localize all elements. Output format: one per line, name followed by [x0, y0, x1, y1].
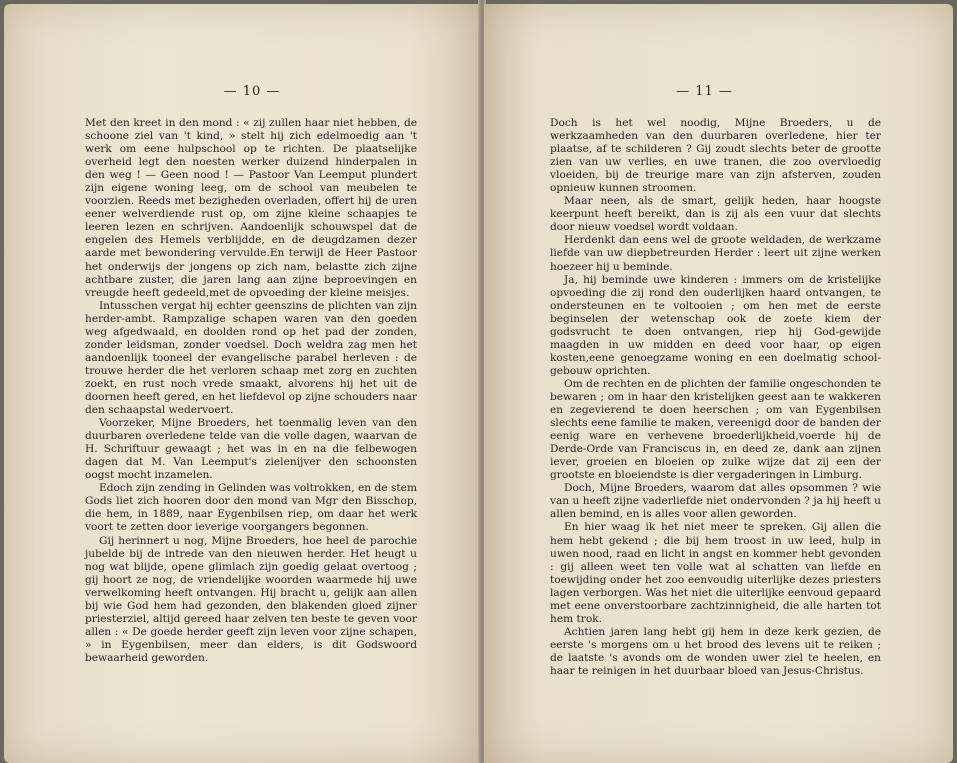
- left-page-text: [85, 117, 417, 665]
- paragraph: Gij herinnert u nog, Mijne Broeders, hoe heel de parochie jubelde bij de intrede van den nieuwen herder. Het heugt u nog wat blijde, opene glimlach zijn goedig gelaat overtoog ; gij hoort ze nog, de vriendelijke woorden waarmede hij uwe verwelkoming heeft ontvangen. Hij bracht u, gelijk aan allen bij wie God hem had gezonden, den blakenden gloed zijner priesterziel, altijd gereed haar zelven ten beste te geven voor allen : « De goede herder geeft zijn leven voor zijne schapen, » in Eygenbilsen, meer dan elders, is dit Godswoord bewaarheid geworden.: [85, 534, 417, 664]
- paragraph: Intusschen vergat hij echter geenszins de plichten van zijn herder-ambt. Rampzalige schapen waren van den goeden weg afgedwaald, en doolden rond op het pad der zonden, zonder leidsman, zonder voedsel. Doch weldra zag men het aandoenlijk tooneel der evangelische parabel herleven : de trouwe herder die het verloren schaap met zorg en zuchten zoekt, en rust noch vrede smaakt, alvorens hij het uit de doornen heeft gered, en het liefdevol op zijne schouders naar den schaapstal wedervoert.: [85, 299, 417, 417]
- paragraph: Doch, Mijne Broeders, waarom dat alles opsommen ? wie van u heeft zijne vaderliefde niet ondervonden ? ja hij heeft u allen bemind, en is alles voor allen geworden.: [550, 482, 881, 521]
- paragraph: Ja, hij beminde uwe kinderen : immers om de kristelijke opvoeding die zij rond den ouderlijken haard ontvangen, te ondersteunen en te voltooien ; om hen met de eerste beginselen der wetenschap ook de zoete kiem der godsvrucht te doen ontvangen, riep hij God-gewijde maagden in uw midden en deed voor haar, op eigen kosten,eene genoegzame woning en een doelmatig school-gebouw oprichten.: [550, 273, 881, 377]
- page-number-10: — 10 —: [223, 84, 281, 99]
- paragraph: Achtien jaren lang hebt gij hem in deze kerk gezien, de eerste 's morgens om u het brood des levens uit te reiken ; de laatste 's avonds om de wonden uwer ziel te heelen, en haar te reinigen in het duurbaar bloed van Jesus-Christus.: [550, 625, 881, 677]
- paragraph: Herdenkt dan eens wel de groote weldaden, de werkzame liefde van uw diepbetreurden Herder : leert uit zijne werken hoezeer hij u beminde.: [550, 234, 881, 273]
- paragraph: Maar neen, als de smart, gelijk heden, haar hoogste keerpunt heeft bereikt, dan is zij als een vuur dat slechts door nieuw voedsel wordt voldaan.: [550, 195, 881, 234]
- paragraph: Edoch zijn zending in Gelinden was voltrokken, en de stem Gods liet zich hooren door den mond van Mgr den Bisschop, die hem, in 1889, naar Eygenbilsen riep, om daar het werk voort te zetten door ieverige voorgangers begonnen.: [85, 482, 417, 534]
- right-page: [484, 4, 953, 763]
- paragraph: Om de rechten en de plichten der familie ongeschonden te bewaren ; om in haar den kristelijken geest aan te wakkeren en zegevierend te doen heerschen ; om van Eygenbilsen slechts eene familie te maken, vereenigd door de banden der eenig ware en verhevene broederlijkheid,voerde hij de Derde-Orde van Franciscus in, en deed ze, dank aan zijnen iever, groeien en bloeien op zulke wijze dat zij een der grootste en bloeiendste is dier vergaderingen in Limburg.: [550, 377, 881, 482]
- page-number-11: — 11 —: [676, 84, 733, 99]
- paragraph: Met den kreet in den mond : « zij zullen haar niet hebben, de schoone ziel van 't kind, » stelt hij zich edelmoedig aan 't werk om eene hulpschool op te richten. De plaatselijke overheid legt den noesten werker duizend hinderpalen in den weg ! — Geen nood ! — Pastoor Van Leemput plundert zijn eigene woning leeg, om de school van meubelen te voorzien. Reeds met bezigheden overladen, offert hij de uren eener welverdiende rust op, om zijne kleine schaapjes te leeren lezen en schrijven. Aandoenlijk schouwspel dat de engelen des Hemels verblijdde, en de deugdzamen dezer aarde met bewondering vervulde.En terwijl de Heer Pastoor het onderwijs der jongens op zich nam, belastte zich zijne achtbare zuster, die jaren lang aan zijne beproevingen en vreugde heeft gedeeld,met de opvoeding der kleine meisjes.: [85, 117, 417, 299]
- right-page-text: [550, 117, 881, 678]
- paragraph: Doch is het wel noodig, Mijne Broeders, u de werkzaamheden van den duurbaren overledene, hier ter plaatse, af te schilderen ? Gij zoudt slechts beter de grootte zien van uw verlies, en uwe tranen, die zoo overvloedig vloeiden, bij de treurige mare van zijn afsterven, zouden opnieuw kunnen stroomen.: [550, 117, 881, 195]
- paragraph: En hier waag ik het niet meer te spreken. Gij allen die hem hebt gekend ; die bij hem troost in uw leed, hulp in uwen nood, raad en licht in angst en kommer hebt gevonden : gij alleen weet ten volle wat al schatten van liefde en toewijding onder het zoo eenvoudig uiterlijke dezes priesters lagen verborgen. Was het niet die uiterlijke eenvoud gepaard met eene onverstoorbare zachtzinnigheid, die alle harten tot hem trok.: [550, 521, 881, 625]
- left-page: [4, 4, 480, 763]
- paragraph: Voorzeker, Mijne Broeders, het toenmalig leven van den duurbaren overledene telde van die volle dagen, waarvan de H. Schriftuur gewaagt ; het was in en na die felbewogen dagen dat M. Van Leemput's zielenijver den schoonsten oogst mocht inzamelen.: [85, 417, 417, 482]
